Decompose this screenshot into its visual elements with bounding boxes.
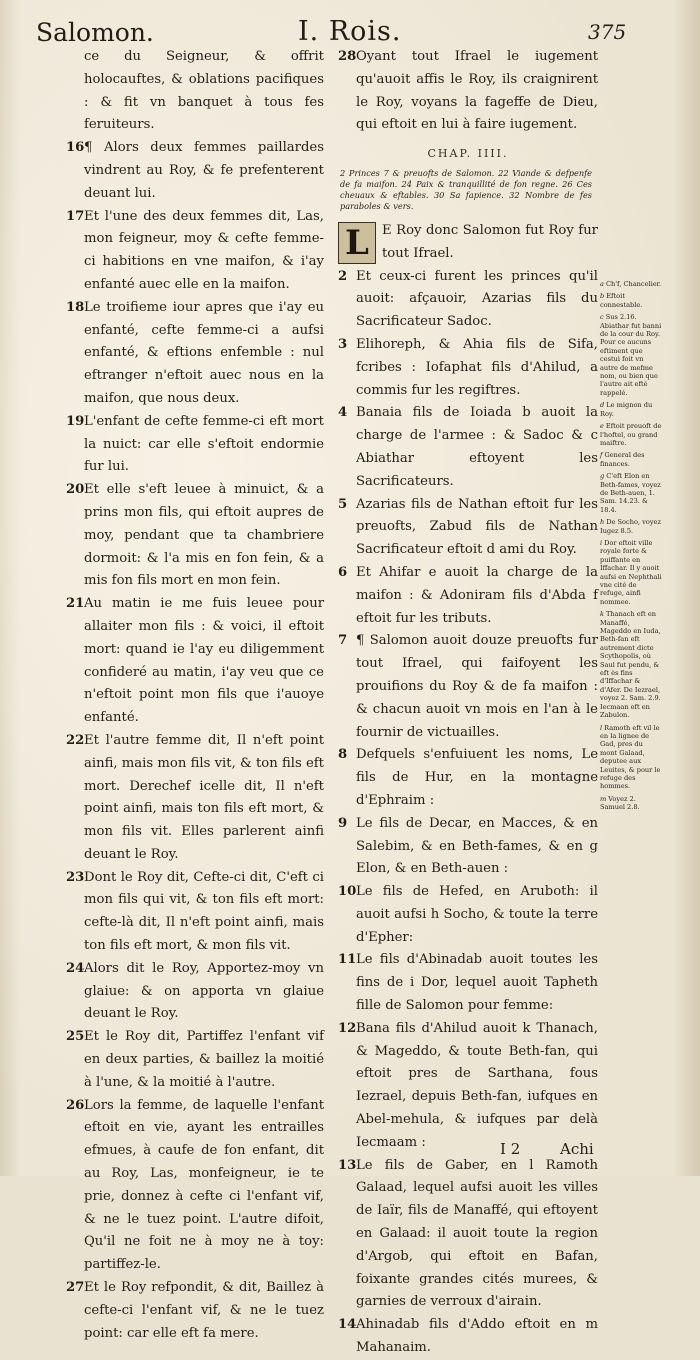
verse-text: Le fils de Gaber, en l Ramoth Galaad, lequel aufsi auoit les villes de Iaïr, fils de Manaffé, qui eftoyent en Galaad: il auoit toute la region d'Argob, qui eftoit en Bafan, foixante grandes cités murees, & garnies de verroux d'airain. (356, 1157, 598, 1310)
margin-note-letter: f (600, 451, 603, 460)
verse-text: Et Ahifar e auoit la charge de la maifon : & Adoniram fils d'Abda f eftoit fur les tributs. (356, 564, 598, 626)
verse-number: 3 (338, 336, 348, 352)
verse-text: Defquels s'enfuiuent les noms, Le fils de Hur, en la montagne d'Ephraim : (356, 747, 598, 808)
verse-number: 24 (66, 960, 85, 976)
verse-number: 23 (66, 869, 85, 885)
verse (338, 266, 598, 334)
verse-number: 2 (338, 268, 348, 284)
verse (66, 1277, 324, 1345)
margin-note-text: C'eft Elon en Beth-fames, voyez de Beth-auen, 1. Sam. 14.23. & 18.4. (600, 472, 661, 514)
verse (66, 297, 324, 411)
verse-text: L'enfant de cefte femme-ci eft mort la nuict: car elle s'eftoit endormie fur lui. (84, 413, 324, 475)
margin-note-letter: m (600, 794, 607, 803)
verse-text: Au matin ie me fuis leuee pour allaiter mon fils : & voici, il eftoit mort: quand ie l'ay eu diligemment confideré au matin, i'ay veu que ce n'eftoit point mon fils que i'auoye enfanté. (84, 596, 324, 726)
verse-number: 8 (338, 747, 348, 763)
margin-note-text: Eftoit preuoft de l'hoftel, ou grand maiftre. (600, 422, 662, 447)
margin-note-text: General des finances. (600, 451, 645, 468)
margin-note (600, 280, 662, 288)
verse-text: Et l'une des deux femmes dit, Las, mon feigneur, moy & cefte femme-ci habitions en vne maifon, & i'ay enfanté auec elle en la maifon. (84, 208, 324, 292)
margin-note-letter: k (600, 610, 604, 619)
verse-number: 27 (66, 1280, 85, 1296)
verse-text: ¶ Salomon auoit douze preuofts fur tout Ifrael, qui faifoyent les prouifions du Roy & de fa maifon : & chacun auoit vn mois en l'an à le fournir de victuailles. (356, 633, 598, 740)
running-head-center: I. Rois. (298, 16, 402, 47)
margin-note-text: Sus 2.16. Abiathar fut banni de la cour du Roy. Pour ce aucuns eftiment que cestui foit vn autre de mefme nom, ou bien que l'autre ait efté rappelé. (600, 313, 662, 397)
margin-note (600, 422, 662, 447)
verse-text: Et le Roy refpondit, & dit, Baillez à cefte-ci l'enfant vif, & ne le tuez point: car elle eft fa mere. (84, 1280, 324, 1341)
verse (66, 1095, 324, 1277)
verse-number: 21 (66, 596, 85, 612)
verse-number: 4 (338, 405, 348, 421)
margin-note-letter: g (600, 472, 605, 481)
verse (338, 1155, 598, 1315)
verse (338, 1018, 598, 1155)
margin-note (600, 795, 662, 812)
verse (66, 593, 324, 730)
verse-text: Et ceux-ci furent les princes qu'il auoit: afçauoir, Azarias fils du Sacrificateur Sadoc. (356, 268, 598, 330)
verse (66, 730, 324, 867)
verse-text: Et le Roy dit, Partiffez l'enfant vif en deux parties, & baillez la moitié à l'une, & la moitié à l'autre. (84, 1029, 324, 1090)
verse (338, 744, 598, 812)
verse (66, 867, 324, 958)
dropcap-letter: L (338, 222, 376, 264)
verse-number: 26 (66, 1097, 85, 1113)
chapter-summary: 2 Princes 7 & preuofts de Salomon. 22 Viande & defpenfe de fa maifon. 24 Paix & tranquillité de fon regne. 26 Ces cheuaux & eftables. 30 Sa fapience. 32 Nombre de fes paraboles & vers. (340, 167, 592, 211)
margin-note-letter: h (600, 518, 605, 527)
margin-note-text: Le mignon du Roy. (600, 401, 653, 418)
running-head-left: Salomon. (36, 18, 154, 47)
verse-text: Azarias fils de Nathan eftoit fur les preuofts, Zabud fils de Nathan Sacrificateur eftoit d ami du Roy. (356, 496, 598, 558)
margin-note-letter: e (600, 422, 604, 431)
verse-text: Le troifieme iour apres que i'ay eu enfanté, cefte femme-ci a aufsi enfanté, & eftions enfemble : nul eftranger n'eftoit auec nous en la maifon, que nous deux. (84, 299, 324, 406)
verse (338, 813, 598, 881)
verse-number: 12 (338, 1020, 357, 1036)
left-column (66, 46, 324, 1341)
margin-note-letter: d (600, 401, 605, 410)
verse-number: 11 (338, 952, 357, 968)
margin-note (600, 539, 662, 606)
signature-mark: I 2 (500, 1140, 521, 1158)
verse (338, 949, 598, 1017)
first-verse-text: E Roy donc Salomon fut Roy fur tout Ifrael. (382, 222, 598, 261)
margin-note (600, 292, 662, 309)
margin-note-letter: a (600, 280, 604, 288)
verse-text: ce du Seigneur, & offrit holocauftes, & oblations pacifiques : & fit vn banquet à tous fes feruiteurs. (84, 49, 324, 133)
verse (338, 630, 598, 744)
margin-note-text: Eftoit connestable. (600, 292, 643, 309)
verse-number: 28 (338, 49, 357, 64)
margin-note-letter: b (600, 292, 605, 301)
verse-text: Ahinadab fils d'Addo eftoit en m Mahanaim. (356, 1317, 598, 1356)
verse-number: 14 (338, 1317, 357, 1333)
margin-note-letter: l (600, 723, 603, 732)
verse (66, 958, 324, 1026)
verse (338, 562, 598, 630)
verse-number: 16 (66, 140, 85, 156)
verse (66, 1026, 324, 1094)
verse-text: Lors la femme, de laquelle l'enfant eftoit en vie, ayant les entrailles efmues, à caufe de fon enfant, dit au Roy, Las, monfeigneur, ie te prie, donnez à cefte ci l'enfant vif, & ne le tuez point. L'autre difoit, Qu'il ne foit ne à moy ne à toy: partiffez-le. (84, 1097, 324, 1273)
verse-text: Bana fils d'Ahilud auoit k Thanach, & Mageddo, & toute Beth-fan, qui eftoit pres de Sarthana, fous Iezrael, depuis Beth-fan, iufques en Abel-mehula, & iufques par delà Iecmaam : (356, 1020, 598, 1150)
verse-number: 6 (338, 564, 348, 580)
verse-number: 25 (66, 1029, 85, 1045)
verse-text: ¶ Alors deux femmes paillardes vindrent au Roy, & fe prefenterent deuant lui. (84, 140, 324, 201)
chapter-first-verse (338, 220, 598, 266)
margin-note-letter: c (600, 313, 604, 322)
margin-note (600, 518, 662, 535)
verse-text: Banaia fils de Ioiada b auoit la charge de l'armee : & Sadoc & c Abiathar eftoyent les Sacrificateurs. (356, 405, 598, 489)
margin-note-letter: i (600, 538, 603, 547)
verse-text: Le fils d'Abinadab auoit toutes les fins de i Dor, lequel auoit Tapheth fille de Salomon pour femme: (356, 952, 598, 1014)
verse-number: 13 (338, 1157, 357, 1173)
verse-number: 17 (66, 208, 85, 224)
margin-note (600, 451, 662, 468)
margin-note (600, 610, 662, 719)
verse (66, 137, 324, 205)
verse-number: 10 (338, 884, 357, 900)
margin-note-text: Dor eftoit ville royale forte & puiffante en Iffachar. Il y auoit aufsi en Nephthali vne cité de refuge, ainfi nommee. (600, 538, 662, 606)
margin-note-text: Voyez 2. Samuel 2.8. (600, 794, 640, 812)
verse-text: Et elle s'eft leuee à minuict, & a prins mon fils, qui eftoit aupres de moy, pendant que ta chambriere dormoit: & l'a mis en fon fein, & a mis fon fils mort en mon fein. (84, 482, 324, 589)
verse (66, 479, 324, 593)
verse (338, 881, 598, 949)
verse-text: Dont le Roy dit, Cefte-ci dit, C'eft ci mon fils qui vit, & ton fils eft mort: cefte-là dit, Il n'eft point ainfi, mais ton fils eft mort, & mon fils vit. (84, 869, 324, 954)
margin-note-text: De Socho, voyez Iugez 8.5. (600, 518, 661, 535)
margin-note (600, 724, 662, 791)
verse-text: Oyant tout Ifrael le iugement qu'auoit affis le Roy, ils craignirent le Roy, voyans la fageffe de Dieu, qui eftoit en lui à faire iugement. (356, 49, 598, 133)
page-number: 375 (588, 20, 627, 44)
verse-number: 20 (66, 482, 85, 498)
verse (338, 1314, 598, 1360)
verse (338, 334, 598, 402)
margin-note (600, 401, 662, 418)
verse-text: Le fils de Decar, en Macces, & en Salebim, & en Beth-fames, & en g Elon, & en Beth-auen : (356, 815, 598, 877)
verse (338, 46, 598, 137)
verse-number: 18 (66, 299, 85, 315)
verse-text: Elihoreph, & Ahia fils de Sifa, fcribes : Iofaphat fils d'Ahilud, a commis fur les regiftres. (356, 336, 598, 398)
verse-number: 5 (338, 496, 348, 512)
verse-text: Le fils de Hefed, en Aruboth: il auoit aufsi h Socho, & toute la terre d'Epher: (356, 884, 598, 945)
margin-note (600, 313, 662, 397)
chapter-title: CHAP. IIII. (427, 147, 509, 161)
margin-note (600, 472, 662, 514)
verse (66, 46, 324, 137)
margin-note-text: Ch'f, Chancelier. (605, 280, 662, 288)
verse-number: 22 (66, 732, 85, 748)
verse (66, 206, 324, 297)
verse (66, 411, 324, 479)
margin-note-text: Thanach eft en Manaffé, Mageddo en Iuda, Beth-fan eft autrement dicte Scythopolis, où Saul fut pendu, & eft ès fins d'Iffachar & d'Afer. De Iezrael, voyez 2. Sam. 2.9. Iecmaan eft en Zabulon. (600, 610, 661, 720)
catchword: Achi (560, 1140, 594, 1158)
verse-number: 7 (338, 633, 348, 649)
verse (338, 494, 598, 562)
margin-note-text: Ramoth eft vil le en la lignee de Gad, pres du mont Galaad, deputee aux Leuites, & pour le refuge des hommes. (600, 723, 661, 791)
verse-number: 19 (66, 413, 85, 429)
verse-text: Alors dit le Roy, Apportez-moy vn glaiue: & on apporta vn glaiue deuant le Roy. (84, 960, 324, 1022)
verse-text: Et l'autre femme dit, Il n'eft point ainfi, mais mon fils vit, & ton fils eft mort. Derechef icelle dit, Il n'eft point ainfi, mais ton fils eft mort, & mon fils vit. Elles parlerent ainfi deuant le Roy. (84, 732, 324, 862)
verse-number: 9 (338, 815, 348, 831)
verse (338, 402, 598, 493)
margin-notes (600, 280, 662, 1080)
